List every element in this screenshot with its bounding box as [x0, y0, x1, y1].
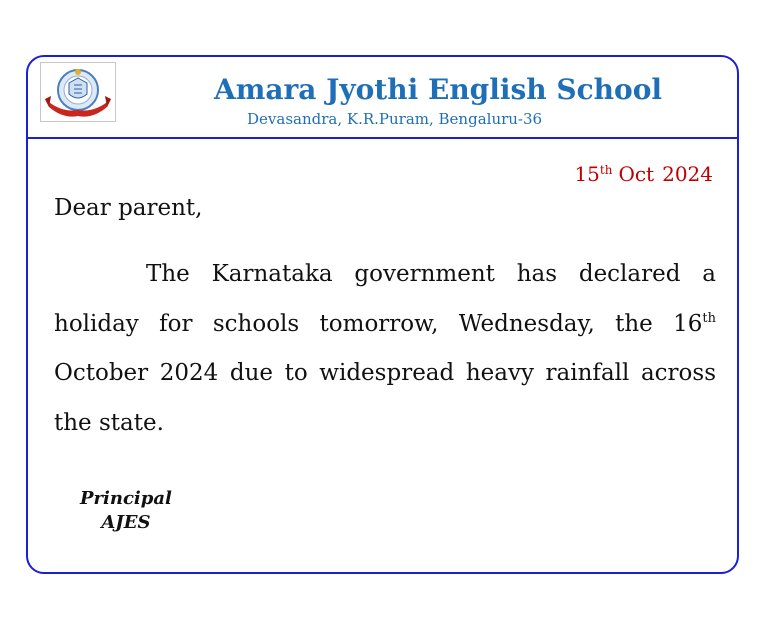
- letter-date: [574, 162, 713, 186]
- signature-org: AJES: [101, 512, 151, 533]
- school-name: Amara Jyothi English School: [213, 73, 663, 106]
- date-month: Oct: [618, 162, 655, 186]
- notice-frame: [26, 55, 739, 574]
- salutation: Dear parent,: [54, 195, 203, 221]
- letter-body-part1: The Karnataka government has declared a holiday for schools tomorrow, Wednesday, the 16: [54, 261, 716, 337]
- signature-block: [80, 487, 172, 535]
- school-crest-icon: [40, 62, 116, 122]
- letter-body-suffix: th: [702, 310, 716, 326]
- date-day: 15: [574, 162, 600, 186]
- date-year: 2024: [662, 162, 713, 186]
- signature-title: Principal: [80, 488, 172, 509]
- header-divider: [28, 137, 737, 139]
- date-day-suffix: th: [599, 163, 613, 177]
- school-address: Devasandra, K.R.Puram, Bengaluru-36: [247, 110, 543, 128]
- letter-body: [54, 250, 716, 448]
- letter-body-part2: October 2024 due to widespread heavy rainfall across the state.: [54, 360, 716, 436]
